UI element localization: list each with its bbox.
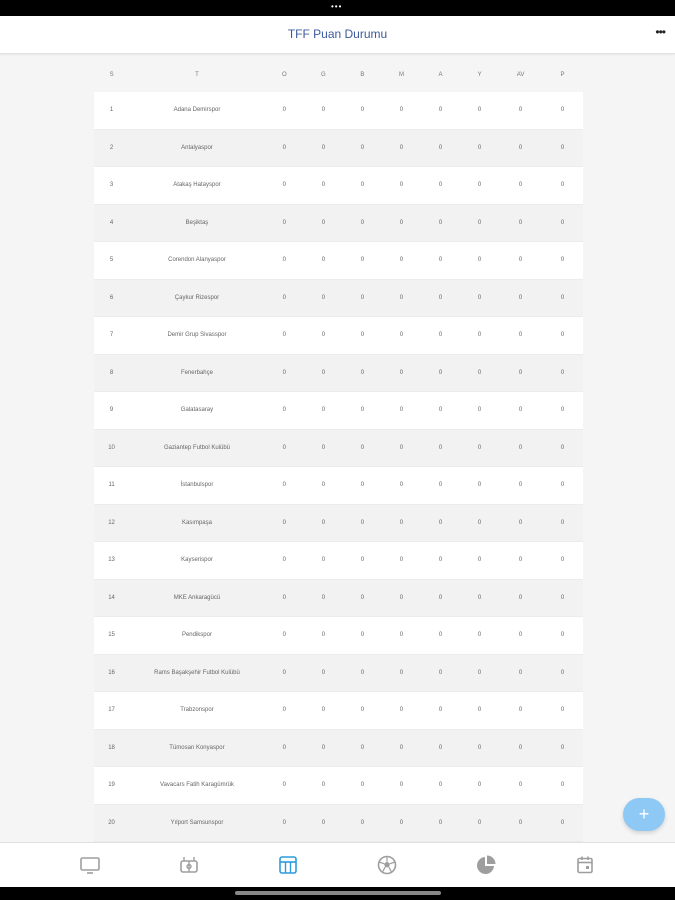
header-team[interactable]: T — [195, 72, 199, 78]
tv-icon — [78, 853, 102, 877]
cell-team: İstanbulspor — [180, 482, 214, 489]
cell-goal-difference: 0 — [518, 819, 523, 826]
nav-matches[interactable] — [375, 853, 399, 877]
cell-played: 0 — [282, 707, 286, 714]
cell-points: 0 — [560, 332, 565, 339]
cell-won: 0 — [321, 219, 326, 226]
cell-goals-for: 0 — [438, 144, 443, 151]
table-row[interactable] — [94, 655, 583, 693]
cell-goals-against: 0 — [477, 594, 482, 601]
table-row[interactable] — [94, 730, 583, 768]
cell-position: 18 — [108, 744, 115, 751]
cell-team: Adana Demirspor — [173, 107, 221, 114]
add-button[interactable]: + — [623, 798, 665, 831]
cell-goal-difference: 0 — [518, 669, 523, 676]
header-won[interactable]: G — [321, 72, 326, 78]
cell-goal-difference: 0 — [518, 107, 523, 114]
cell-played: 0 — [282, 519, 286, 526]
cell-goals-for: 0 — [438, 632, 443, 639]
cell-goal-difference: 0 — [518, 557, 523, 564]
cell-lost: 0 — [399, 557, 404, 564]
cell-goal-difference: 0 — [518, 744, 523, 751]
cell-won: 0 — [321, 819, 326, 826]
cell-points: 0 — [560, 107, 565, 114]
cell-won: 0 — [321, 407, 326, 414]
cell-goals-for: 0 — [438, 594, 443, 601]
cell-goals-for: 0 — [438, 257, 443, 264]
cell-goals-for: 0 — [438, 482, 443, 489]
cell-lost: 0 — [399, 144, 404, 151]
cell-won: 0 — [321, 182, 326, 189]
cell-played: 0 — [282, 594, 286, 601]
cell-goals-against: 0 — [477, 332, 482, 339]
cell-won: 0 — [321, 632, 326, 639]
cell-points: 0 — [560, 669, 565, 676]
cell-goals-against: 0 — [477, 407, 482, 414]
header-goals-against[interactable]: Y — [477, 72, 482, 78]
cell-team: Corendon Alanyaspor — [168, 257, 226, 264]
cell-lost: 0 — [399, 407, 404, 414]
table-body — [94, 92, 583, 842]
cell-lost: 0 — [399, 519, 404, 526]
table-row[interactable] — [94, 692, 583, 730]
standings-table — [94, 58, 583, 842]
cell-team: Fenerbahçe — [180, 369, 213, 376]
cell-played: 0 — [282, 669, 286, 676]
cell-goals-for: 0 — [438, 182, 443, 189]
cell-points: 0 — [560, 782, 565, 789]
cell-goals-against: 0 — [477, 144, 482, 151]
cell-drawn: 0 — [360, 294, 365, 301]
cell-goals-for: 0 — [438, 332, 443, 339]
cell-played: 0 — [282, 182, 286, 189]
more-options-icon[interactable]: ••• — [655, 25, 665, 39]
cell-won: 0 — [321, 294, 326, 301]
nav-tv[interactable] — [78, 853, 102, 877]
cell-goal-difference: 0 — [518, 594, 523, 601]
cell-lost: 0 — [399, 594, 404, 601]
header-lost[interactable]: M — [398, 72, 404, 78]
cell-points: 0 — [560, 144, 565, 151]
cell-won: 0 — [321, 519, 326, 526]
cell-won: 0 — [321, 257, 326, 264]
cell-drawn: 0 — [360, 782, 365, 789]
table-row[interactable] — [94, 280, 583, 318]
cell-points: 0 — [560, 707, 565, 714]
cell-won: 0 — [321, 369, 326, 376]
cell-lost: 0 — [399, 294, 404, 301]
cell-won: 0 — [321, 144, 326, 151]
table-row[interactable] — [94, 580, 583, 618]
cell-goal-difference: 0 — [518, 519, 523, 526]
cell-position: 1 — [109, 107, 114, 114]
cell-points: 0 — [560, 219, 565, 226]
cell-goals-for: 0 — [438, 294, 443, 301]
cell-played: 0 — [282, 482, 286, 489]
cell-goal-difference: 0 — [518, 369, 523, 376]
cell-drawn: 0 — [360, 632, 365, 639]
cell-points: 0 — [560, 819, 565, 826]
cell-team: MKE Ankaragücü — [173, 594, 221, 601]
cell-position: 12 — [108, 519, 115, 526]
table-row[interactable] — [94, 167, 583, 205]
home-indicator-bar — [0, 887, 675, 900]
cell-lost: 0 — [399, 219, 404, 226]
cell-lost: 0 — [399, 369, 404, 376]
cell-position: 6 — [109, 294, 114, 301]
cell-position: 9 — [109, 407, 114, 414]
status-bar — [0, 0, 675, 16]
cell-position: 20 — [108, 819, 115, 826]
cell-position: 16 — [108, 669, 115, 676]
table-row[interactable] — [94, 205, 583, 243]
cell-lost: 0 — [399, 744, 404, 751]
cell-goal-difference: 0 — [518, 182, 523, 189]
cell-drawn: 0 — [360, 557, 365, 564]
cell-won: 0 — [321, 444, 326, 451]
cell-position: 7 — [109, 332, 114, 339]
cell-goals-for: 0 — [438, 557, 443, 564]
cell-won: 0 — [321, 782, 326, 789]
cell-played: 0 — [282, 557, 286, 564]
table-row[interactable] — [94, 617, 583, 655]
cell-goals-for: 0 — [438, 744, 443, 751]
cell-drawn: 0 — [360, 482, 365, 489]
cell-team: Gaziantep Futbol Kulübü — [163, 444, 230, 451]
cell-played: 0 — [282, 332, 286, 339]
cell-points: 0 — [560, 407, 565, 414]
table-header — [94, 58, 583, 92]
header-goals-for[interactable]: A — [438, 72, 443, 78]
cell-team: Vavacars Fatih Karagümrük — [160, 782, 234, 789]
cell-goal-difference: 0 — [518, 257, 523, 264]
cell-drawn: 0 — [360, 144, 365, 151]
cell-goals-for: 0 — [438, 107, 443, 114]
cell-goal-difference: 0 — [518, 294, 523, 301]
header-played[interactable]: O — [282, 72, 287, 78]
cell-goals-for: 0 — [438, 407, 443, 414]
cell-team: Rams Başakşehir Futbol Kulübü — [154, 669, 240, 676]
cell-goal-difference: 0 — [518, 407, 523, 414]
cell-team: Atakaş Hatayspor — [173, 182, 221, 189]
cell-drawn: 0 — [360, 444, 365, 451]
cell-goals-against: 0 — [477, 707, 482, 714]
cell-played: 0 — [282, 782, 286, 789]
cell-goal-difference: 0 — [518, 632, 523, 639]
cell-points: 0 — [560, 369, 565, 376]
cell-lost: 0 — [399, 257, 404, 264]
cell-won: 0 — [321, 707, 326, 714]
table-row[interactable] — [94, 130, 583, 168]
cell-lost: 0 — [399, 182, 404, 189]
cell-played: 0 — [282, 369, 286, 376]
cell-lost: 0 — [399, 632, 404, 639]
soccer-ball-icon — [375, 853, 399, 877]
nav-calendar[interactable] — [573, 853, 597, 877]
cell-goal-difference: 0 — [518, 444, 523, 451]
cell-drawn: 0 — [360, 369, 365, 376]
status-dots: ••• — [331, 2, 343, 11]
table-row[interactable] — [94, 355, 583, 393]
cell-played: 0 — [282, 407, 286, 414]
table-row[interactable] — [94, 467, 583, 505]
cell-played: 0 — [282, 744, 286, 751]
cell-points: 0 — [560, 182, 565, 189]
cell-goals-for: 0 — [438, 219, 443, 226]
cell-points: 0 — [560, 557, 565, 564]
cell-drawn: 0 — [360, 519, 365, 526]
cell-position: 3 — [109, 182, 114, 189]
cell-lost: 0 — [399, 107, 404, 114]
cell-goals-against: 0 — [477, 669, 482, 676]
cell-points: 0 — [560, 444, 565, 451]
cell-team: Yılport Samsunspor — [170, 819, 224, 826]
cell-team: Kasımpaşa — [181, 519, 212, 526]
header-goal-difference[interactable]: AV — [516, 72, 525, 78]
cell-lost: 0 — [399, 444, 404, 451]
table-row[interactable] — [94, 242, 583, 280]
cell-position: 11 — [108, 482, 115, 489]
cell-drawn: 0 — [360, 407, 365, 414]
cell-played: 0 — [282, 144, 286, 151]
cell-won: 0 — [321, 669, 326, 676]
cell-goals-against: 0 — [477, 294, 482, 301]
cell-won: 0 — [321, 482, 326, 489]
cell-position: 14 — [108, 594, 115, 601]
cell-goals-against: 0 — [477, 632, 482, 639]
cell-position: 15 — [108, 632, 115, 639]
cell-lost: 0 — [399, 669, 404, 676]
cell-goals-for: 0 — [438, 819, 443, 826]
table-row[interactable] — [94, 92, 583, 130]
cell-goal-difference: 0 — [518, 482, 523, 489]
cell-goal-difference: 0 — [518, 332, 523, 339]
cell-lost: 0 — [399, 707, 404, 714]
cell-drawn: 0 — [360, 669, 365, 676]
table-row[interactable] — [94, 392, 583, 430]
cell-drawn: 0 — [360, 182, 365, 189]
cell-played: 0 — [282, 294, 286, 301]
bottom-navigation — [0, 842, 675, 888]
table-row[interactable] — [94, 430, 583, 468]
nav-table[interactable] — [276, 853, 300, 877]
table-row[interactable] — [94, 542, 583, 580]
cell-team: Kayserispor — [181, 557, 213, 564]
cell-drawn: 0 — [360, 744, 365, 751]
cell-drawn: 0 — [360, 332, 365, 339]
calendar-icon — [573, 853, 597, 877]
cell-goals-against: 0 — [477, 107, 482, 114]
cell-team: Pendikspor — [181, 632, 212, 639]
cell-goals-against: 0 — [477, 219, 482, 226]
cell-lost: 0 — [399, 782, 404, 789]
cell-won: 0 — [321, 107, 326, 114]
header-points[interactable]: P — [560, 72, 565, 78]
cell-won: 0 — [321, 744, 326, 751]
table-row[interactable] — [94, 805, 583, 843]
cell-goals-against: 0 — [477, 744, 482, 751]
header-position[interactable]: S — [109, 72, 114, 78]
cell-played: 0 — [282, 444, 286, 451]
cell-points: 0 — [560, 519, 565, 526]
table-row[interactable] — [94, 505, 583, 543]
cell-goals-for: 0 — [438, 369, 443, 376]
cell-team: Trabzonspor — [180, 707, 214, 714]
cell-points: 0 — [560, 594, 565, 601]
cell-position: 5 — [109, 257, 114, 264]
cell-position: 10 — [108, 444, 115, 451]
cell-team: Tümosan Konyaspor — [169, 744, 225, 751]
cell-position: 4 — [109, 219, 114, 226]
app-bar — [0, 16, 675, 54]
cell-goals-against: 0 — [477, 782, 482, 789]
cell-drawn: 0 — [360, 594, 365, 601]
cell-goal-difference: 0 — [518, 144, 523, 151]
page-title: TFF Puan Durumu — [287, 27, 388, 41]
cell-goals-for: 0 — [438, 707, 443, 714]
cell-goals-for: 0 — [438, 782, 443, 789]
cell-team: Demir Grup Sivasspor — [167, 332, 227, 339]
cell-drawn: 0 — [360, 257, 365, 264]
cell-lost: 0 — [399, 332, 404, 339]
table-row[interactable] — [94, 317, 583, 355]
cell-goal-difference: 0 — [518, 219, 523, 226]
cell-goals-against: 0 — [477, 369, 482, 376]
cell-goals-against: 0 — [477, 482, 482, 489]
cell-won: 0 — [321, 332, 326, 339]
cell-team: Çaykur Rizespor — [174, 294, 220, 301]
cell-drawn: 0 — [360, 107, 365, 114]
cell-goals-against: 0 — [477, 257, 482, 264]
cell-position: 17 — [108, 707, 115, 714]
cell-position: 8 — [109, 369, 114, 376]
header-drawn[interactable]: B — [360, 72, 365, 78]
cell-played: 0 — [282, 632, 286, 639]
cell-played: 0 — [282, 219, 286, 226]
cell-played: 0 — [282, 107, 286, 114]
cell-team: Antalyaspor — [181, 144, 213, 151]
cell-points: 0 — [560, 257, 565, 264]
cell-won: 0 — [321, 594, 326, 601]
cell-goals-against: 0 — [477, 182, 482, 189]
cell-goal-difference: 0 — [518, 782, 523, 789]
cell-goals-for: 0 — [438, 669, 443, 676]
cell-drawn: 0 — [360, 819, 365, 826]
cell-points: 0 — [560, 744, 565, 751]
cell-position: 2 — [109, 144, 114, 151]
table-icon — [276, 853, 300, 877]
stadium-icon — [177, 853, 201, 877]
cell-team: Galatasaray — [180, 407, 214, 414]
cell-drawn: 0 — [360, 219, 365, 226]
cell-drawn: 0 — [360, 707, 365, 714]
home-indicator[interactable] — [235, 891, 441, 895]
cell-goals-against: 0 — [477, 444, 482, 451]
cell-position: 13 — [108, 557, 115, 564]
pie-chart-icon — [474, 853, 498, 877]
cell-won: 0 — [321, 557, 326, 564]
cell-played: 0 — [282, 819, 286, 826]
cell-points: 0 — [560, 482, 565, 489]
cell-team: Beşiktaş — [185, 219, 209, 226]
cell-points: 0 — [560, 294, 565, 301]
cell-lost: 0 — [399, 819, 404, 826]
cell-goals-for: 0 — [438, 519, 443, 526]
cell-played: 0 — [282, 257, 286, 264]
table-row[interactable] — [94, 767, 583, 805]
cell-goals-against: 0 — [477, 819, 482, 826]
cell-goal-difference: 0 — [518, 707, 523, 714]
cell-position: 19 — [108, 782, 115, 789]
nav-stats[interactable] — [474, 853, 498, 877]
cell-points: 0 — [560, 632, 565, 639]
cell-lost: 0 — [399, 482, 404, 489]
nav-stadium[interactable] — [177, 853, 201, 877]
cell-goals-against: 0 — [477, 557, 482, 564]
cell-goals-for: 0 — [438, 444, 443, 451]
cell-goals-against: 0 — [477, 519, 482, 526]
